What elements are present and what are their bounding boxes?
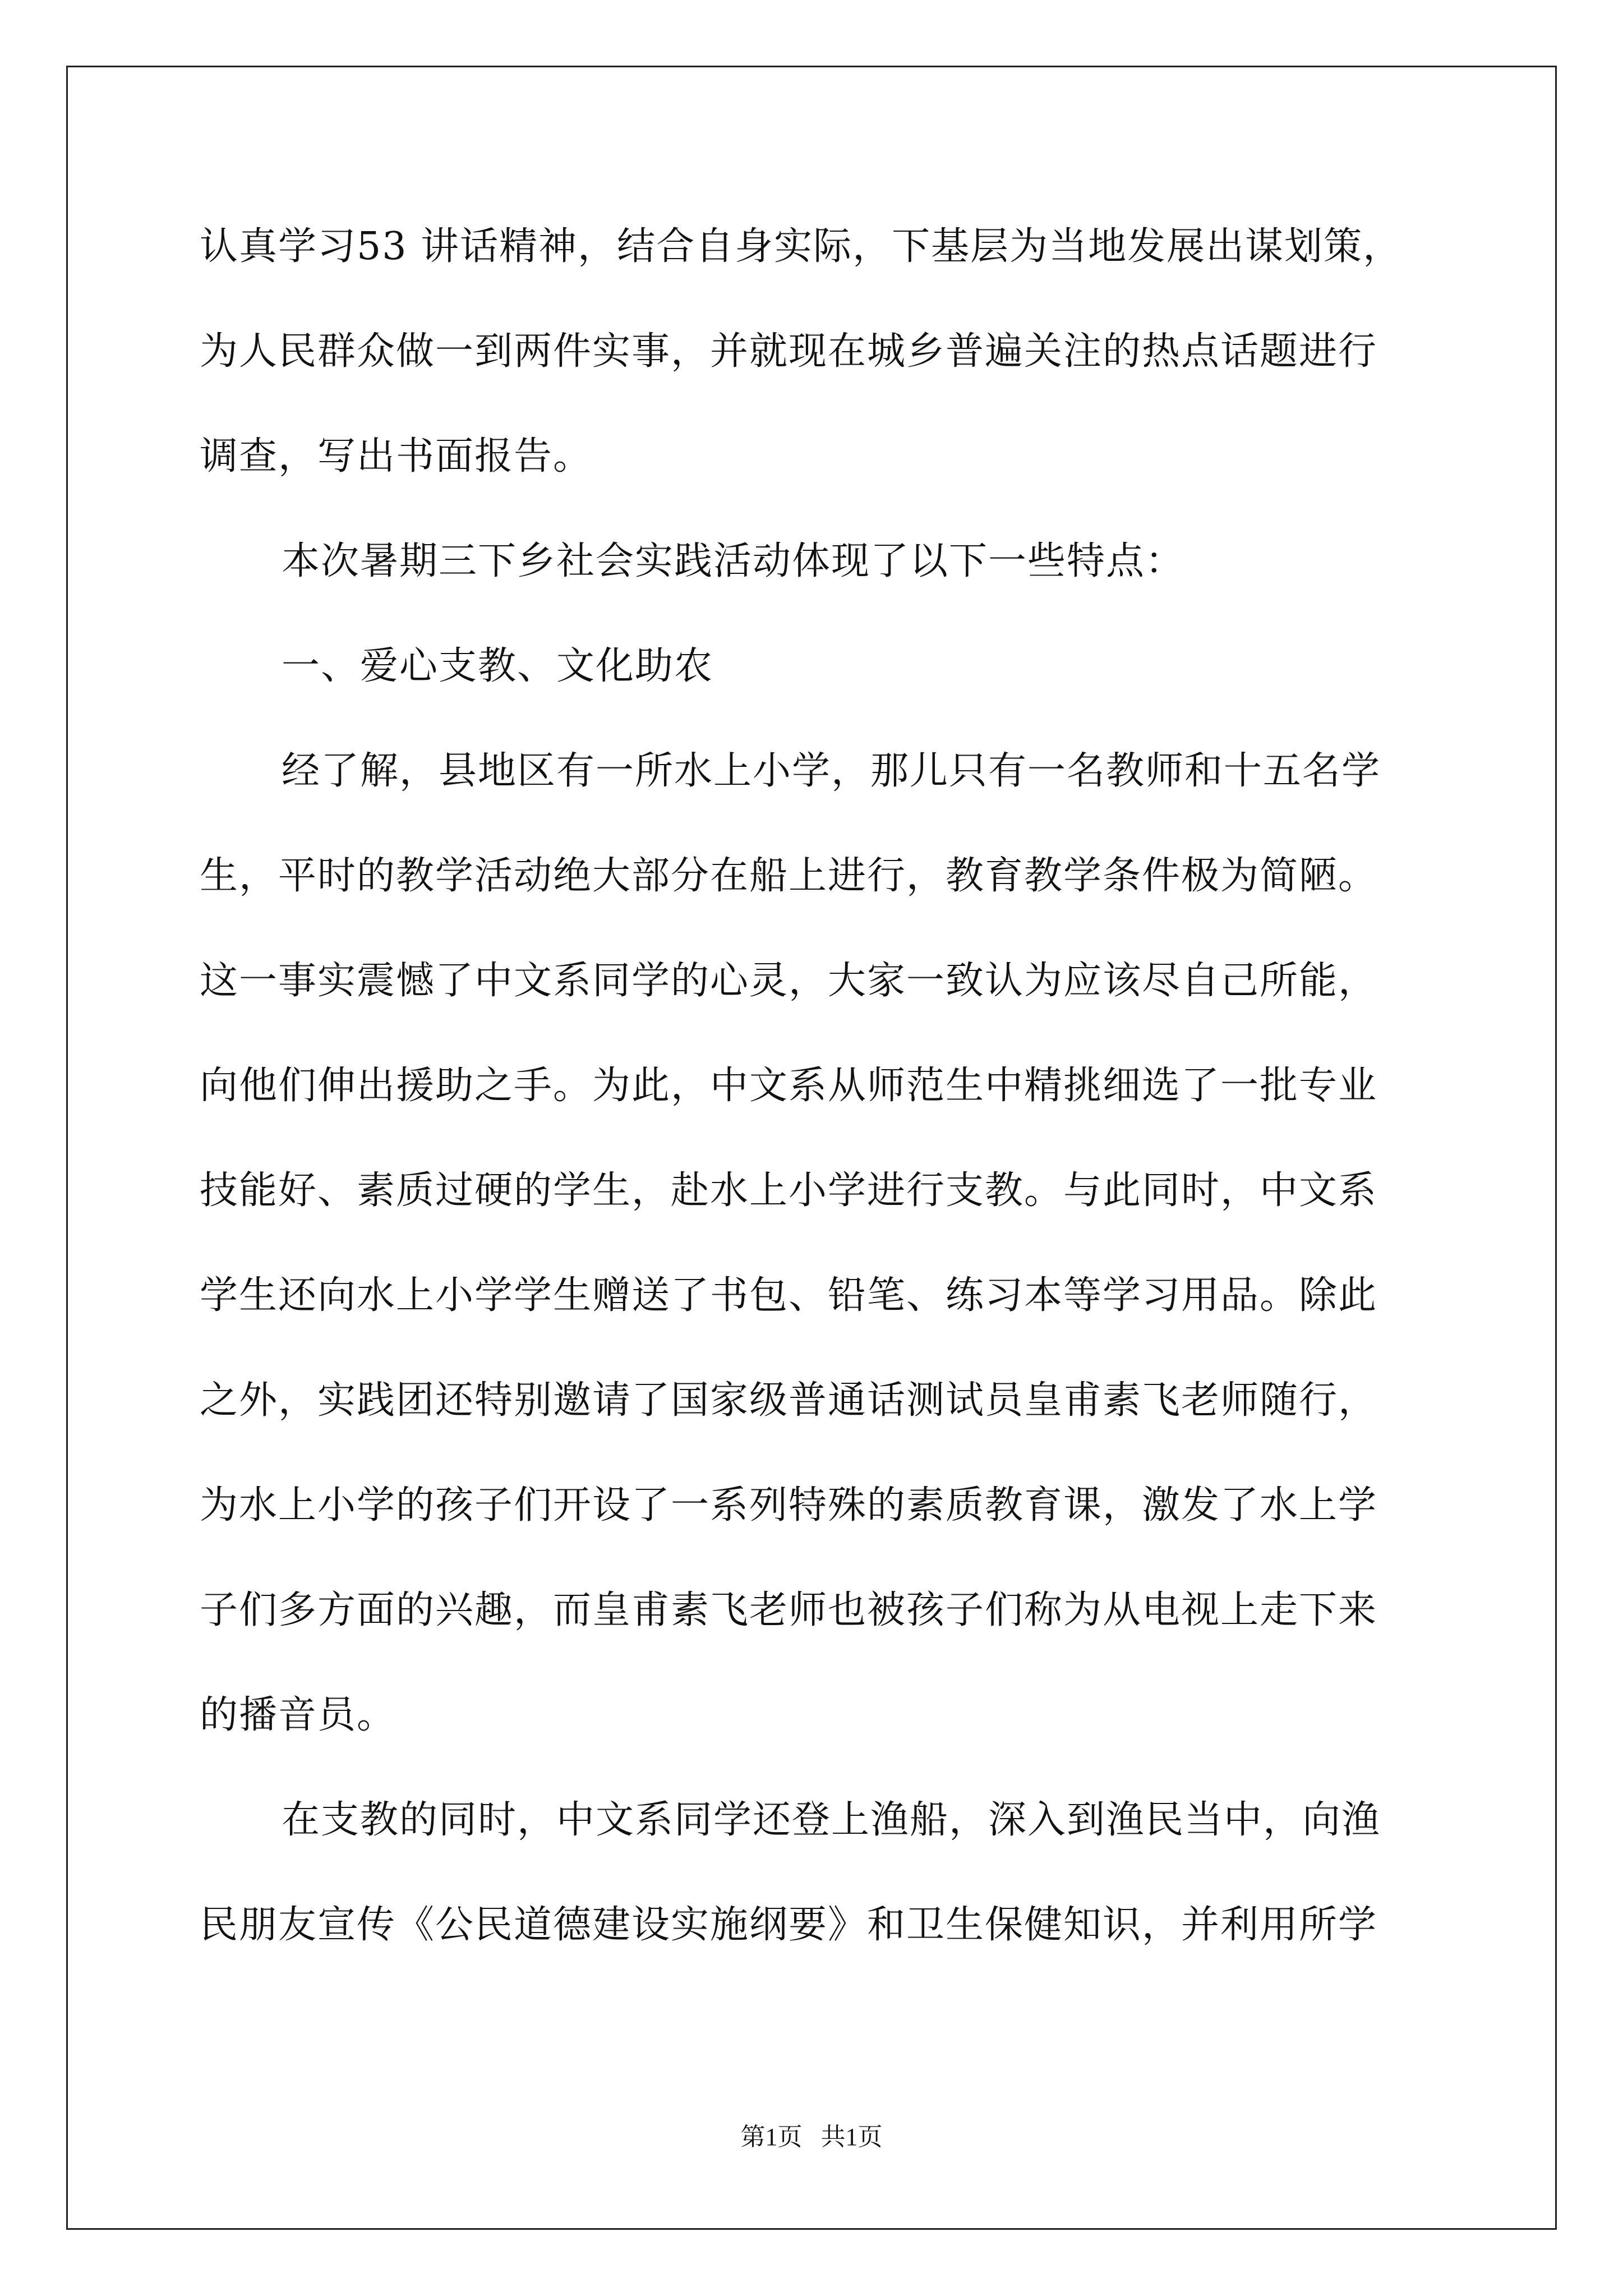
text-line: 子们多方面的兴趣，而皇甫素飞老师也被孩子们称为从电视上走下来 [200,1588,1378,1632]
text-line: 技能好、素质过硬的学生，赴水上小学进行支教。与此同时，中文系 [200,1168,1378,1213]
text-line: 民朋友宣传《公民道德建设实施纲要》和卫生保健知识，并利用所学 [200,1903,1378,1947]
text-line: 生，平时的教学活动绝大部分在船上进行，教育教学条件极为简陋。 [200,854,1378,898]
text-line: 为水上小学的孩子们开设了一系列特殊的素质教育课，激发了水上学 [200,1483,1378,1527]
paragraph-start: 在支教的同时，中文系同学还登上渔船，深入到渔民当中，向渔 [282,1798,1381,1842]
text-line: 的播音员。 [200,1693,396,1737]
text-line: 认真学习53 讲话精神，结合自身实际，下基层为当地发展出谋划策， [200,224,1403,269]
paragraph-start: 本次暑期三下乡社会实践活动体现了以下一些特点： [282,539,1185,583]
text-line: 向他们伸出援助之手。为此，中文系从师范生中精挑细选了一批专业 [200,1064,1378,1108]
text-line: 为人民群众做一到两件实事，并就现在城乡普遍关注的热点话题进行 [200,329,1378,374]
text-line: 学生还向水上小学学生赠送了书包、铅笔、练习本等学习用品。除此 [200,1273,1378,1318]
text-line: 调查，写出书面报告。 [200,434,593,478]
text-line: 之外，实践团还特别邀请了国家级普通话测试员皇甫素飞老师随行， [200,1378,1378,1423]
text-line: 这一事实震憾了中文系同学的心灵，大家一致认为应该尽自己所能， [200,959,1378,1003]
paragraph-start: 经了解，县地区有一所水上小学，那儿只有一名教师和十五名学 [282,749,1381,793]
page-footer: 第1页 共1页 [740,2123,883,2151]
section-heading: 一、爱心支教、文化助农 [282,644,714,688]
